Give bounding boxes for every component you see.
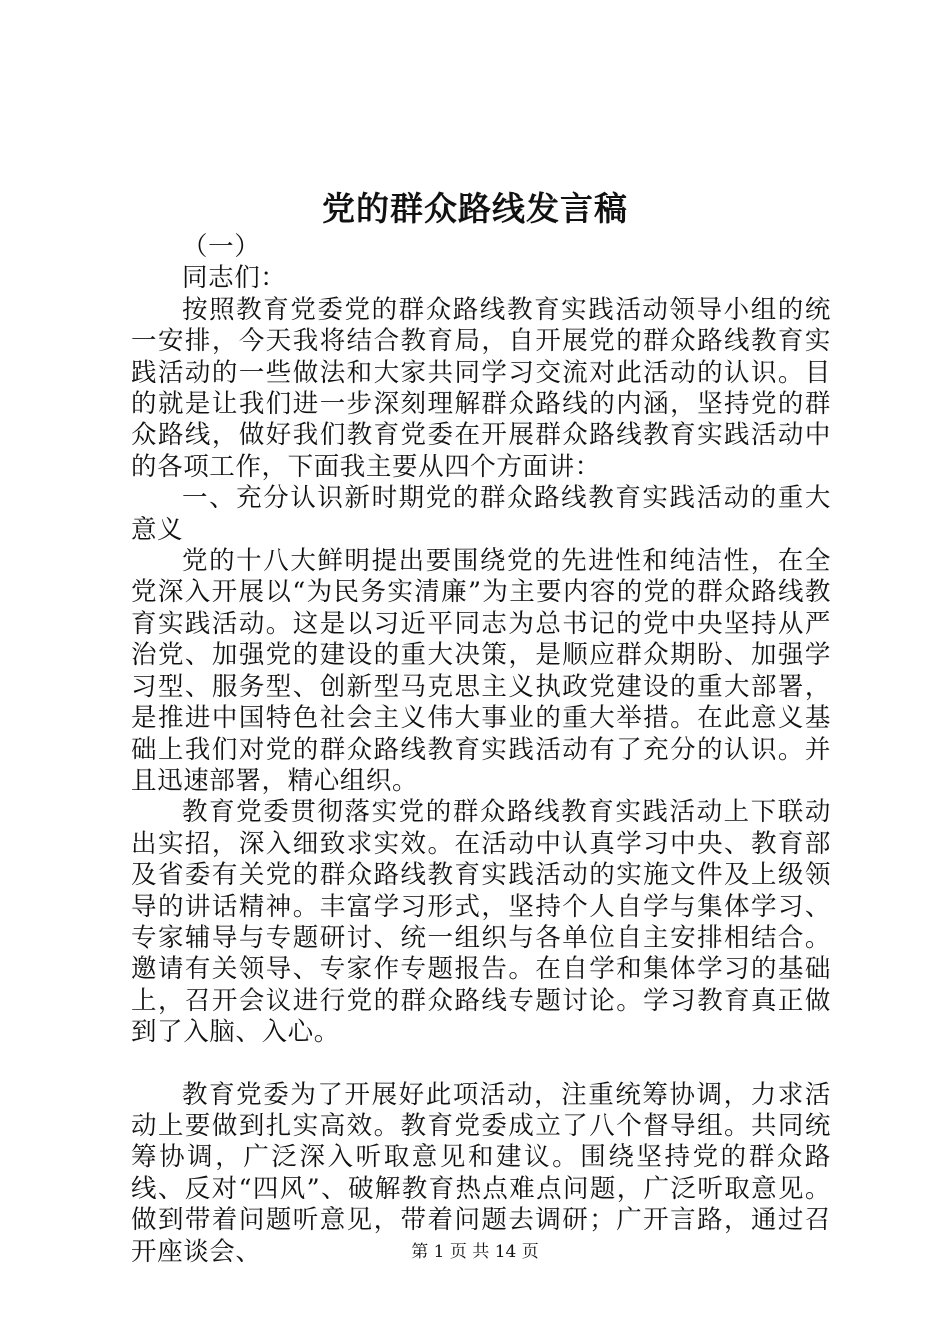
- section-heading-1: 一、充分认识新时期党的群众路线教育实践活动的重大意义: [131, 483, 831, 545]
- page-footer: 第 1 页 共 14 页: [411, 1242, 539, 1262]
- document-title: 党的群众路线发言稿: [322, 189, 628, 228]
- document-body: [131, 232, 831, 1268]
- body-paragraph: 教育党委为了开展好此项活动，注重统筹协调，力求活动上要做到扎实高效。教育党委成立了八个督导组。共同统筹协调，广泛深入听取意见和建议。围绕坚持党的群众路线、反对“四风”、破解教育热点难点问题，广泛听取意见。做到带着问题听意见，带着问题去调研；广开言路，通过召开座谈会、: [131, 1079, 831, 1267]
- section-marker: （一）: [182, 232, 261, 262]
- body-paragraph: 教育党委贯彻落实党的群众路线教育实践活动上下联动出实招，深入细致求实效。在活动中认真学习中央、教育部及省委有关党的群众路线教育实践活动的实施文件及上级领导的讲话精神。丰富学习形式，坚持个人自学与集体学习、专家辅导与专题研讨、统一组织与各单位自主安排相结合。邀请有关领导、专家作专题报告。在自学和集体学习的基础上，召开会议进行党的群众路线专题讨论。学习教育真正做到了入脑、入心。: [131, 797, 831, 1048]
- body-paragraph: 党的十八大鲜明提出要围绕党的先进性和纯洁性，在全党深入开展以“为民务实清廉”为主要内容的党的群众路线教育实践活动。这是以习近平同志为总书记的党中央坚持从严治党、加强党的建设的重大决策，是顺应群众期盼、加强学习型、服务型、创新型马克思主义执政党建设的重大部署，是推进中国特色社会主义伟大事业的重大举措。在此意义基础上我们对党的群众路线教育实践活动有了充分的认识。并且迅速部署，精心组织。: [131, 546, 831, 796]
- salutation: 同志们：: [182, 263, 287, 294]
- body-paragraph-intro: 按照教育党委党的群众路线教育实践活动领导小组的统一安排，今天我将结合教育局，自开展党的群众路线教育实践活动的一些做法和大家共同学习交流对此活动的认识。目的就是让我们进一步深刻理解群众路线的内涵，坚持党的群众路线，做好我们教育党委在开展群众路线教育实践活动中的各项工作，下面我主要从四个方面讲：: [131, 294, 831, 482]
